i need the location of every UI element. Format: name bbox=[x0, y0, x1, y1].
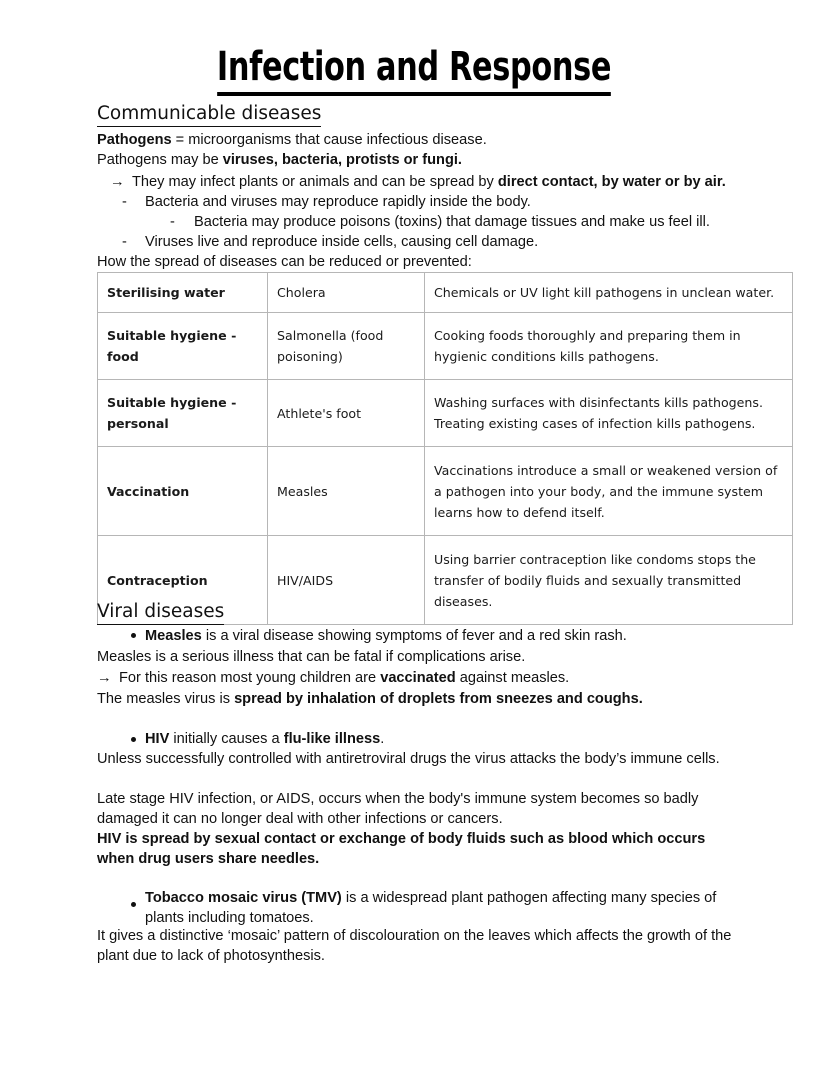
dash-marker-bacteria-reproduce: - bbox=[122, 194, 127, 210]
arrow-marker-spread: → bbox=[110, 174, 125, 190]
bullet-icon-tmv bbox=[131, 902, 136, 907]
page-title-text: Infection and Response bbox=[217, 44, 611, 96]
table-cell-disease: Athlete's foot bbox=[268, 380, 425, 447]
paragraph-measles-transmission: The measles virus is spread by inhalation of droplets from sneezes and coughs. bbox=[97, 691, 643, 707]
table-cell-method: Suitable hygiene - personal bbox=[98, 380, 268, 447]
paragraph-tmv-effects: It gives a distinctive ‘mosaic’ pattern of discolouration on the leaves which affects the growth of the plant due to lack of photosynthesis. bbox=[97, 928, 732, 964]
bullet-icon-measles bbox=[131, 633, 136, 638]
paragraph-measles-severity: Measles is a serious illness that can be fatal if complications arise. bbox=[97, 649, 526, 665]
paragraph-hiv-aids-late-stage: Late stage HIV infection, or AIDS, occurs when the body's immune system becomes so badly damaged it can no longer deal with other infections or cancers. bbox=[97, 791, 699, 827]
paragraph-measles-intro: Measles is a viral disease showing symptoms of fever and a red skin rash. bbox=[145, 628, 627, 644]
paragraph-pathogen-types: Pathogens may be viruses, bacteria, protists or fungi. bbox=[97, 152, 462, 168]
paragraph-measles-vaccination: For this reason most young children are vaccinated against measles. bbox=[119, 670, 570, 686]
paragraph-viruses-reproduce: Viruses live and reproduce inside cells, causing cell damage. bbox=[145, 234, 539, 250]
paragraph-prevention-intro: How the spread of diseases can be reduced or prevented: bbox=[97, 254, 472, 270]
table-cell-method: Sterilising water bbox=[98, 273, 268, 313]
paragraph-spread-routes: They may infect plants or animals and can be spread by direct contact, by water or by air. bbox=[132, 174, 726, 190]
bullet-icon-hiv bbox=[131, 737, 136, 742]
paragraph-bacteria-reproduce: Bacteria and viruses may reproduce rapidly inside the body. bbox=[145, 194, 531, 210]
table-cell-explanation: Vaccinations introduce a small or weakened version of a pathogen into your body, and the immune system learns how to defend itself. bbox=[425, 447, 793, 536]
page-title bbox=[99, 44, 728, 96]
paragraph-hiv-intro: HIV initially causes a flu-like illness. bbox=[145, 731, 385, 747]
table-cell-method: Vaccination bbox=[98, 447, 268, 536]
section-heading-communicable-diseases: Communicable diseases bbox=[97, 103, 321, 127]
dash-marker-bacteria-toxins: - bbox=[170, 214, 175, 230]
arrow-marker-vaccination: → bbox=[97, 670, 112, 686]
table-row bbox=[98, 273, 793, 313]
table-cell-disease: Cholera bbox=[268, 273, 425, 313]
table-cell-disease: Measles bbox=[268, 447, 425, 536]
section-heading-viral-diseases: Viral diseases bbox=[97, 601, 224, 625]
paragraph-hiv-spread: HIV is spread by sexual contact or exchange of body fluids such as blood which occurs when drug users share needles. bbox=[97, 831, 706, 867]
paragraph-tmv-intro: Tobacco mosaic virus (TMV) is a widespread plant pathogen affecting many species of plants including tomatoes. bbox=[145, 890, 717, 926]
table-cell-disease: Salmonella (food poisoning) bbox=[268, 313, 425, 380]
dash-marker-viruses-reproduce: - bbox=[122, 234, 127, 250]
table-cell-method: Contraception bbox=[98, 536, 268, 625]
prevention-table-body bbox=[98, 273, 793, 625]
paragraph-hiv-immune-cells: Unless successfully controlled with antiretroviral drugs the virus attacks the body’s immune cells. bbox=[97, 751, 720, 767]
prevention-table bbox=[97, 272, 793, 625]
paragraph-bacteria-toxins: Bacteria may produce poisons (toxins) that damage tissues and make us feel ill. bbox=[194, 214, 710, 230]
paragraph-pathogens-definition: Pathogens = microorganisms that cause infectious disease. bbox=[97, 132, 487, 148]
table-cell-explanation: Chemicals or UV light kill pathogens in unclean water. bbox=[425, 273, 793, 313]
table-cell-method: Suitable hygiene - food bbox=[98, 313, 268, 380]
table-cell-explanation: Using barrier contraception like condoms stops the transfer of bodily fluids and sexually transmitted diseases. bbox=[425, 536, 793, 625]
table-row bbox=[98, 380, 793, 447]
table-row bbox=[98, 313, 793, 380]
table-cell-explanation: Washing surfaces with disinfectants kills pathogens. Treating existing cases of infection kills pathogens. bbox=[425, 380, 793, 447]
table-cell-disease: HIV/AIDS bbox=[268, 536, 425, 625]
table-cell-explanation: Cooking foods thoroughly and preparing them in hygienic conditions kills pathogens. bbox=[425, 313, 793, 380]
table-row bbox=[98, 447, 793, 536]
